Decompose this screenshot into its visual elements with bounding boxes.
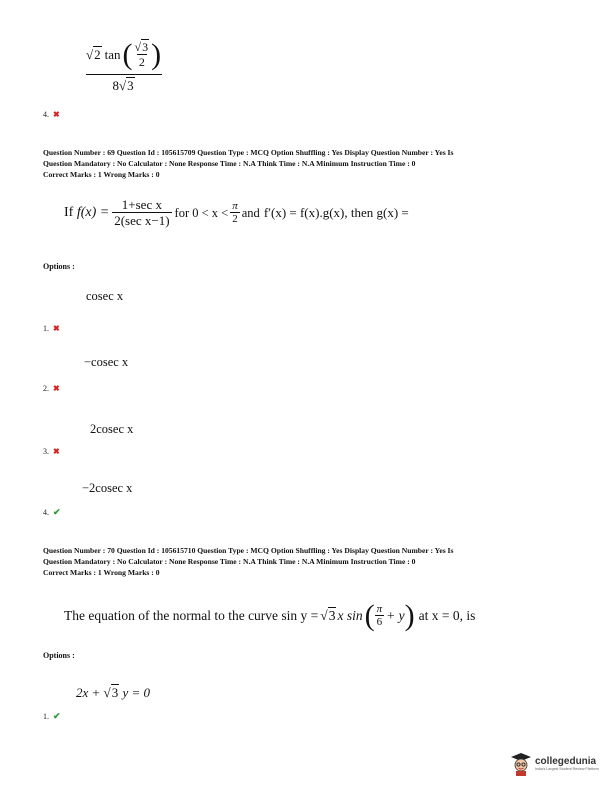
q70-six: 6 — [376, 615, 383, 628]
q69-options-label: Options : — [43, 262, 75, 271]
q69-option3-text: 2cosec x — [90, 422, 134, 436]
cross-icon: ✖ — [53, 110, 60, 119]
cross-icon: ✖ — [53, 384, 60, 393]
q69-meta-line1: Question Number : 69 Question Id : 105615709 Question Type : MCQ Option Shuffling : Yes Display Question Number : Yes Is — [43, 148, 454, 157]
outer-denominator-sqrt: 3 — [127, 78, 134, 93]
outer-denominator-eight: 8 — [112, 78, 119, 93]
top-option-4 — [43, 104, 60, 122]
q70-lead: The equation of the normal to the curve sin y = — [64, 608, 319, 623]
q69-option4[interactable] — [43, 502, 61, 520]
q70-stem: The equation of the normal to the curve sin y = √ 3 x sin ( $\frac{\pi}{6}$ + y ) at x = 0, is — [64, 599, 476, 632]
top-fraction: √ 2 tan ( $\frac{√3}{2}$ ) 8√3 — [86, 38, 162, 93]
option-number: 3. — [43, 447, 49, 456]
q69-condition: for 0 < x < — [174, 205, 229, 220]
cross-icon: ✖ — [53, 447, 60, 456]
q70-sqrt3: 3 — [328, 608, 336, 623]
q69-meta — [43, 147, 583, 180]
q70-x-sin: x sin — [337, 608, 363, 623]
logo-tagline: India's Largest Student Review Platform — [535, 767, 599, 771]
q70-meta — [43, 545, 583, 578]
tan-label: tan — [104, 46, 121, 62]
q69-two: 2 — [232, 213, 238, 226]
cross-icon: ✖ — [53, 324, 60, 333]
q70-meta-line3: Correct Marks : 1 Wrong Marks : 0 — [43, 568, 160, 577]
q69-meta-line3: Correct Marks : 1 Wrong Marks : 0 — [43, 170, 160, 179]
q69-option2-text: −cosec x — [84, 355, 129, 369]
option-number: 4. — [43, 110, 49, 119]
option-number: 1. — [43, 712, 49, 721]
q70-option1-text: 2x + √3 y = 0 — [76, 685, 150, 700]
q69-denominator: 2(sec x−1) — [114, 213, 170, 229]
q69-option1-text: cosec x — [86, 289, 124, 303]
q70-meta-line2: Question Mandatory : No Calculator : None Response Time : N.A Think Time : N.A Minimum Instruction Time : 0 — [43, 557, 416, 566]
check-icon: ✔ — [53, 507, 61, 517]
q70-option1-tail: y = 0 — [122, 685, 150, 700]
graduate-mascot-icon — [510, 752, 532, 776]
q69-option2[interactable] — [43, 378, 60, 396]
q69-option1[interactable] — [43, 318, 60, 336]
check-icon: ✔ — [53, 711, 61, 721]
q70-tail: at x = 0, is — [418, 608, 476, 623]
q70-plus-y: + y — [386, 608, 405, 623]
q69-option4-text: −2cosec x — [82, 481, 133, 495]
sqrt-three: 3 — [142, 39, 149, 54]
sqrt-two: 2 — [94, 46, 101, 62]
q69-pi: π — [232, 200, 238, 213]
q70-meta-line1: Question Number : 70 Question Id : 105615710 Question Type : MCQ Option Shuffling : Yes Display Question Number : Yes Is — [43, 546, 454, 555]
option-number: 2. — [43, 384, 49, 393]
option-number: 1. — [43, 324, 49, 333]
q69-f-lhs: f(x) = — [76, 205, 110, 221]
q70-pi: π — [376, 602, 383, 615]
q70-option1[interactable] — [43, 706, 61, 724]
q69-if: If — [64, 205, 74, 221]
q70-options-label: Options : — [43, 651, 75, 660]
q69-numerator: 1+sec x — [121, 197, 162, 212]
collegedunia-logo — [510, 752, 599, 776]
q69-and: and — [241, 205, 260, 220]
q70-option1-sqrt: 3 — [111, 685, 119, 700]
q70-option1-lead: 2x + — [76, 685, 101, 700]
q69-relation: f′(x) = f(x).g(x), then g(x) = — [263, 205, 409, 221]
inner-denominator: 2 — [138, 54, 145, 69]
q69-stem — [64, 198, 409, 229]
option-number: 4. — [43, 508, 49, 517]
logo-text: collegedunia — [535, 756, 597, 767]
q69-meta-line2: Question Mandatory : No Calculator : None Response Time : N.A Think Time : N.A Minimum Instruction Time : 0 — [43, 159, 416, 168]
q69-option3[interactable] — [43, 441, 60, 459]
